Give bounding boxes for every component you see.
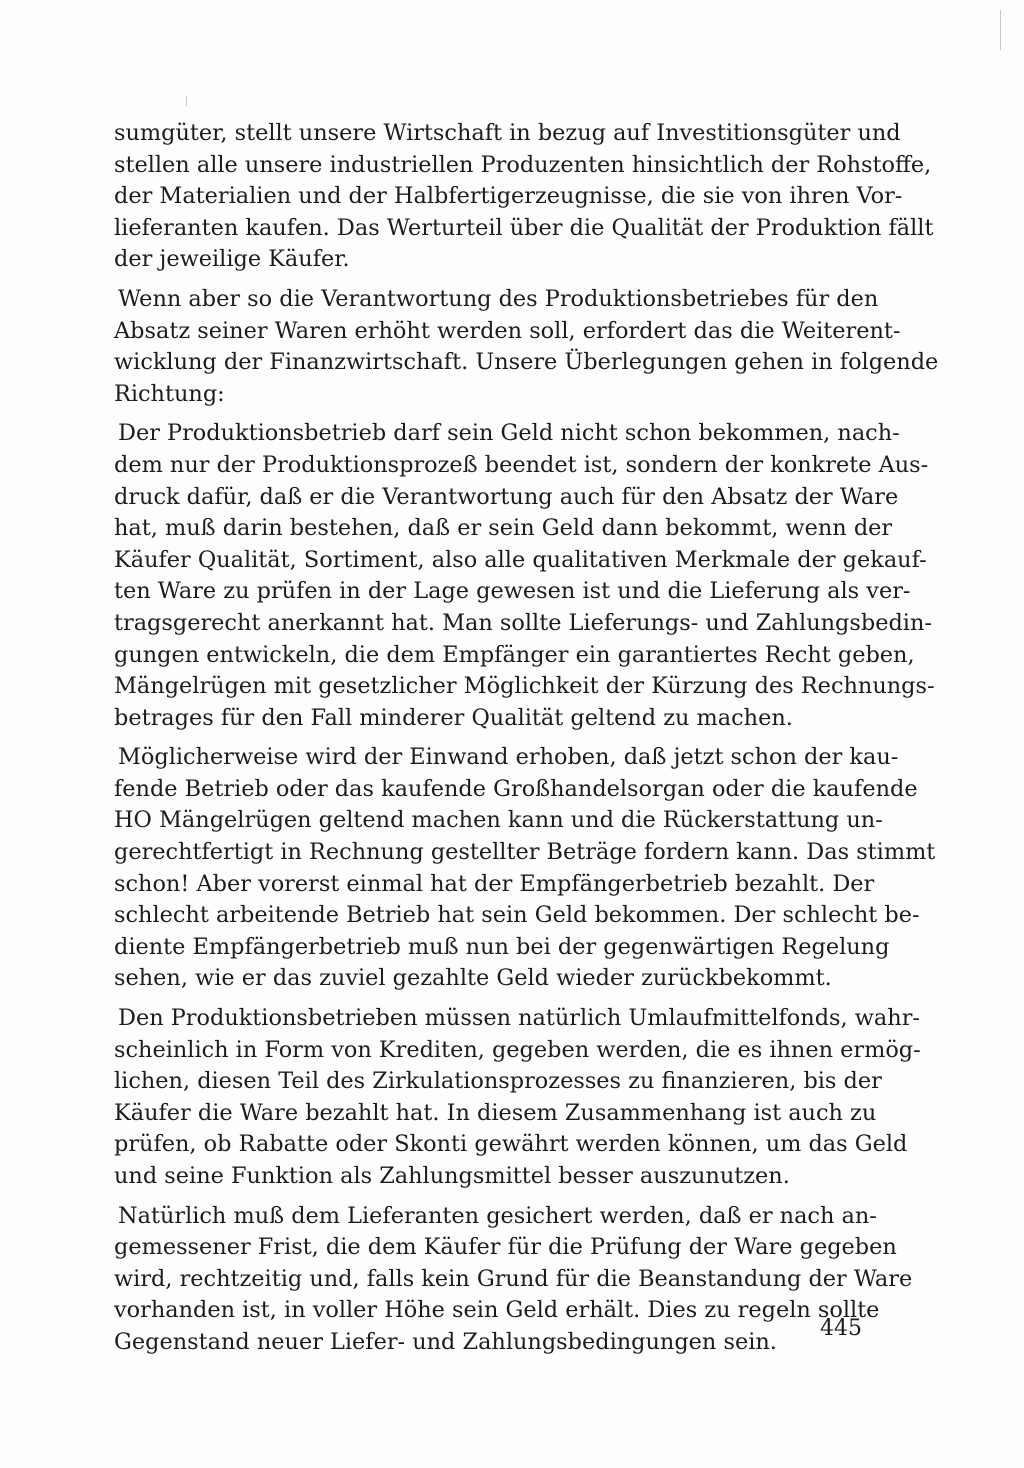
text-line: Möglicherweise wird der Einwand erhoben, daß jetzt schon der kau- [118, 744, 899, 771]
text-line: scheinlich in Form von Krediten, gegeben werden, die es ihnen ermög- [114, 1036, 921, 1063]
text-line: gerechtfertigt in Rechnung gestellter Beträge fordern kann. Das stimmt [114, 839, 936, 866]
text-line: wicklung der Finanzwirtschaft. Unsere Überlegungen gehen in folgende [114, 349, 939, 376]
paragraph [114, 284, 939, 410]
text-line: Absatz seiner Waren erhöht werden soll, erfordert das die Weiterent- [114, 317, 901, 344]
text-line: Den Produktionsbetrieben müssen natürlich Umlaufmittelfonds, wahr- [118, 1005, 920, 1032]
text-line: Wenn aber so die Verantwortung des Produktionsbetriebes für den [118, 285, 879, 312]
body-text [114, 118, 939, 1367]
text-line: der Materialien und der Halbfertigerzeugnisse, die sie von ihren Vor- [114, 183, 903, 210]
text-line: der jeweilige Käufer. [114, 246, 350, 273]
text-line: druck dafür, daß er die Verantwortung auch für den Absatz der Ware [114, 483, 899, 510]
text-line: und seine Funktion als Zahlungsmittel besser auszunutzen. [114, 1163, 790, 1189]
text-line: dem nur der Produktionsprozeß beendet ist, sondern der konkrete Aus- [114, 451, 929, 478]
text-line: Natürlich muß dem Lieferanten gesichert werden, daß er nach an- [118, 1202, 877, 1229]
text-line: prüfen, ob Rabatte oder Skonti gewährt werden können, um das Geld [114, 1131, 908, 1158]
paragraph [114, 418, 935, 734]
text-line: Mängelrügen mit gesetzlicher Möglichkeit der Kürzung des Rechnungs- [114, 673, 935, 700]
text-line: schlecht arbeitende Betrieb hat sein Geld bekommen. Der schlecht be- [114, 902, 920, 929]
text-line: Käufer Qualität, Sortiment, also alle qualitativen Merkmale der gekauf- [114, 546, 927, 573]
text-line: gemessener Frist, die dem Käufer für die Prüfung der Ware gegeben [114, 1234, 897, 1261]
text-line: betrages für den Fall minderer Qualität geltend zu machen. [114, 704, 793, 731]
text-line: Der Produktionsbetrieb darf sein Geld nicht schon bekommen, nach- [118, 420, 900, 447]
text-line: wird, rechtzeitig und, falls kein Grund für die Beanstandung der Ware [114, 1265, 913, 1292]
text-line: sehen, wie er das zuviel gezahlte Geld wieder zurückbekommt. [114, 965, 832, 992]
text-line: gungen entwickeln, die dem Empfänger ein garantiertes Recht geben, [114, 641, 915, 668]
text-line: HO Mängelrügen geltend machen kann und die Rückerstattung un- [114, 807, 883, 834]
text-line: Richtung: [114, 380, 225, 407]
scan-artifact-mark [1000, 10, 1001, 50]
text-line: lichen, diesen Teil des Zirkulationsprozesses zu finanzieren, bis der [114, 1068, 882, 1095]
text-line: Gegenstand neuer Liefer- und Zahlungsbedingungen sein. [114, 1328, 777, 1355]
scan-artifact-mark [186, 96, 187, 106]
paragraph [114, 1003, 921, 1193]
text-line: Käufer die Ware bezahlt hat. In diesem Zusammenhang ist auch zu [114, 1099, 877, 1126]
text-line: lieferanten kaufen. Das Werturteil über die Qualität der Produktion fällt [114, 214, 934, 241]
text-line: stellen alle unsere industriellen Produzenten hinsichtlich der Rohstoffe, [114, 151, 932, 178]
page-number: 445 [820, 1316, 862, 1341]
text-line: diente Empfängerbetrieb muß nun bei der gegenwärtigen Regelung [114, 933, 890, 960]
text-line: sumgüter, stellt unsere Wirtschaft in bezug auf Investitionsgüter und [114, 120, 901, 146]
text-line: fende Betrieb oder das kaufende Großhandelsorgan oder die kaufende [114, 775, 918, 802]
text-line: ten Ware zu prüfen in der Lage gewesen ist und die Lieferung als ver- [114, 578, 911, 605]
text-line: schon! Aber vorerst einmal hat der Empfängerbetrieb bezahlt. Der [114, 870, 875, 897]
text-line: hat, muß darin bestehen, daß er sein Geld dann bekommt, wenn der [114, 515, 893, 542]
paragraph [114, 118, 934, 276]
paragraph [114, 742, 936, 995]
paragraph [114, 1201, 913, 1359]
text-line: tragsgerecht anerkannt hat. Man sollte Lieferungs- und Zahlungsbedin- [114, 609, 932, 636]
text-line: vorhanden ist, in voller Höhe sein Geld erhält. Dies zu regeln sollte [114, 1297, 880, 1324]
